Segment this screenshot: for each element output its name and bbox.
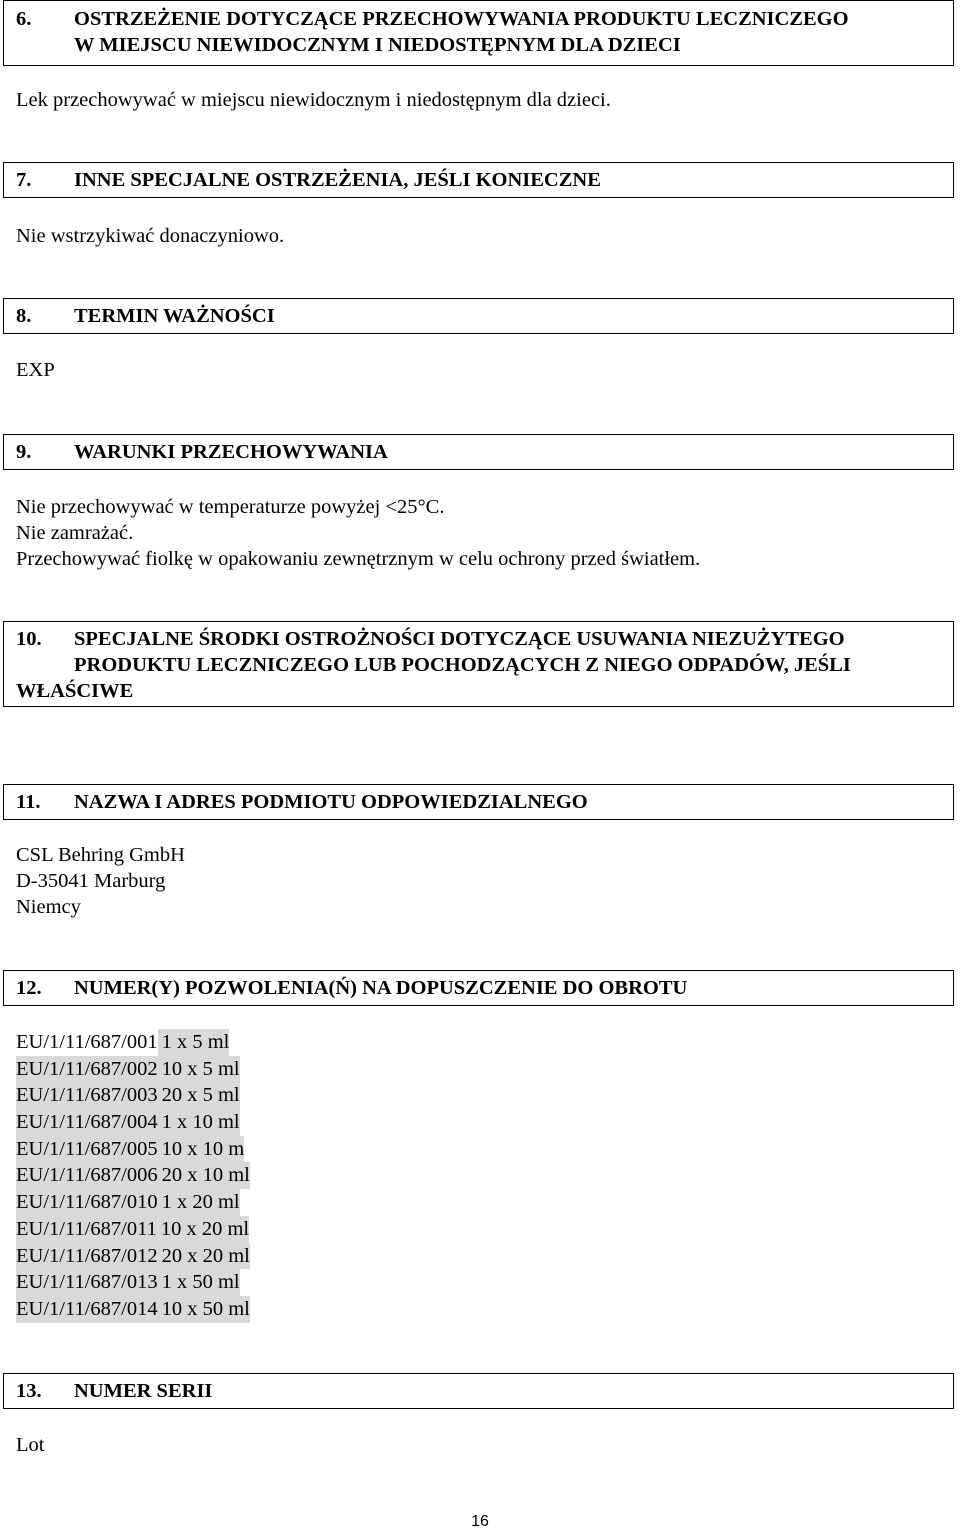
authorization-row — [16, 1136, 250, 1163]
pack-size: 20 x 5 ml — [158, 1082, 240, 1109]
section-8-text: EXP — [16, 359, 55, 381]
section-9-text: Przechowywać fiolkę w opakowaniu zewnętrznym w celu ochrony przed światłem. — [16, 548, 701, 570]
section-number: 7. — [16, 169, 32, 191]
authorization-code: EU/1/11/687/005 — [16, 1136, 158, 1163]
authorization-code: EU/1/11/687/001 — [16, 1031, 158, 1053]
pack-size: 1 x 10 ml — [158, 1109, 240, 1136]
section-number: 8. — [16, 305, 32, 327]
section-7-header — [3, 162, 954, 198]
section-number: 10. — [16, 628, 42, 650]
section-title-line: WARUNKI PRZECHOWYWANIA — [74, 441, 388, 463]
authorization-row — [16, 1029, 250, 1056]
authorization-row — [16, 1109, 250, 1136]
authorization-code: EU/1/11/687/002 — [16, 1056, 158, 1083]
authorization-code: EU/1/11/687/004 — [16, 1109, 158, 1136]
authorization-code: EU/1/11/687/003 — [16, 1082, 158, 1109]
section-number: 6. — [16, 8, 32, 30]
authorization-code: EU/1/11/687/013 — [16, 1269, 158, 1296]
section-13-header — [3, 1373, 954, 1409]
pack-size: 1 x 20 ml — [158, 1189, 240, 1216]
pack-size: 20 x 20 ml — [158, 1243, 250, 1270]
section-title-line: OSTRZEŻENIE DOTYCZĄCE PRZECHOWYWANIA PRODUKTU LECZNICZEGO — [74, 8, 849, 30]
company-city: D-35041 Marburg — [16, 870, 166, 892]
company-name: CSL Behring GmbH — [16, 844, 185, 866]
section-10-header — [3, 621, 954, 707]
section-number: 9. — [16, 441, 32, 463]
company-country: Niemcy — [16, 896, 81, 918]
pack-size: 1 x 50 ml — [158, 1269, 240, 1296]
pack-size: 10 x 10 m — [158, 1136, 245, 1163]
authorization-row — [16, 1189, 250, 1216]
section-9-text: Nie przechowywać w temperaturze powyżej <25°C. — [16, 496, 445, 518]
section-9-text: Nie zamrażać. — [16, 522, 134, 544]
section-11-header — [3, 784, 954, 820]
pack-size: 10 x 50 ml — [158, 1296, 250, 1323]
authorization-list — [16, 1029, 250, 1323]
section-title-line: WŁAŚCIWE — [16, 680, 134, 702]
authorization-row — [16, 1056, 250, 1083]
section-title-line: W MIEJSCU NIEWIDOCZNYM I NIEDOSTĘPNYM DLA DZIECI — [74, 34, 681, 56]
authorization-code: EU/1/11/687/012 — [16, 1243, 158, 1270]
section-13-text: Lot — [16, 1434, 45, 1456]
section-9-header — [3, 434, 954, 470]
section-12-header — [3, 970, 954, 1006]
section-title-line: SPECJALNE ŚRODKI OSTROŻNOŚCI DOTYCZĄCE USUWANIA NIEZUŻYTEGO — [74, 628, 845, 650]
pack-size: 10 x 5 ml — [158, 1056, 240, 1083]
authorization-code: EU/1/11/687/014 — [16, 1296, 158, 1323]
section-6-text: Lek przechowywać w miejscu niewidocznym i niedostępnym dla dzieci. — [16, 89, 611, 111]
authorization-row — [16, 1243, 250, 1270]
section-6-header — [3, 0, 954, 66]
section-title-line: TERMIN WAŻNOŚCI — [74, 305, 275, 327]
pack-size: 1 x 5 ml — [158, 1029, 230, 1056]
section-8-header — [3, 298, 954, 334]
authorization-code: EU/1/11/687/006 — [16, 1162, 158, 1189]
pack-size: 10 x 20 ml — [157, 1216, 249, 1243]
section-number: 12. — [16, 977, 42, 999]
section-title-line: PRODUKTU LECZNICZEGO LUB POCHODZĄCYCH Z NIEGO ODPADÓW, JEŚLI — [74, 654, 851, 676]
authorization-code: EU/1/11/687/011 — [16, 1216, 157, 1243]
section-title-line: NAZWA I ADRES PODMIOTU ODPOWIEDZIALNEGO — [74, 791, 588, 813]
section-title-line: INNE SPECJALNE OSTRZEŻENIA, JEŚLI KONIECZNE — [74, 169, 601, 191]
authorization-code: EU/1/11/687/010 — [16, 1189, 158, 1216]
section-7-text: Nie wstrzykiwać donaczyniowo. — [16, 225, 285, 247]
authorization-row — [16, 1269, 250, 1296]
section-number: 13. — [16, 1380, 42, 1402]
authorization-row — [16, 1082, 250, 1109]
pack-size: 20 x 10 ml — [158, 1162, 250, 1189]
section-title-line: NUMER SERII — [74, 1380, 213, 1402]
section-title-line: NUMER(Y) POZWOLENIA(Ń) NA DOPUSZCZENIE DO OBROTU — [74, 977, 688, 999]
authorization-row — [16, 1162, 250, 1189]
authorization-row — [16, 1216, 250, 1243]
section-number: 11. — [16, 791, 41, 813]
authorization-row — [16, 1296, 250, 1323]
page-number: 16 — [471, 1513, 489, 1530]
